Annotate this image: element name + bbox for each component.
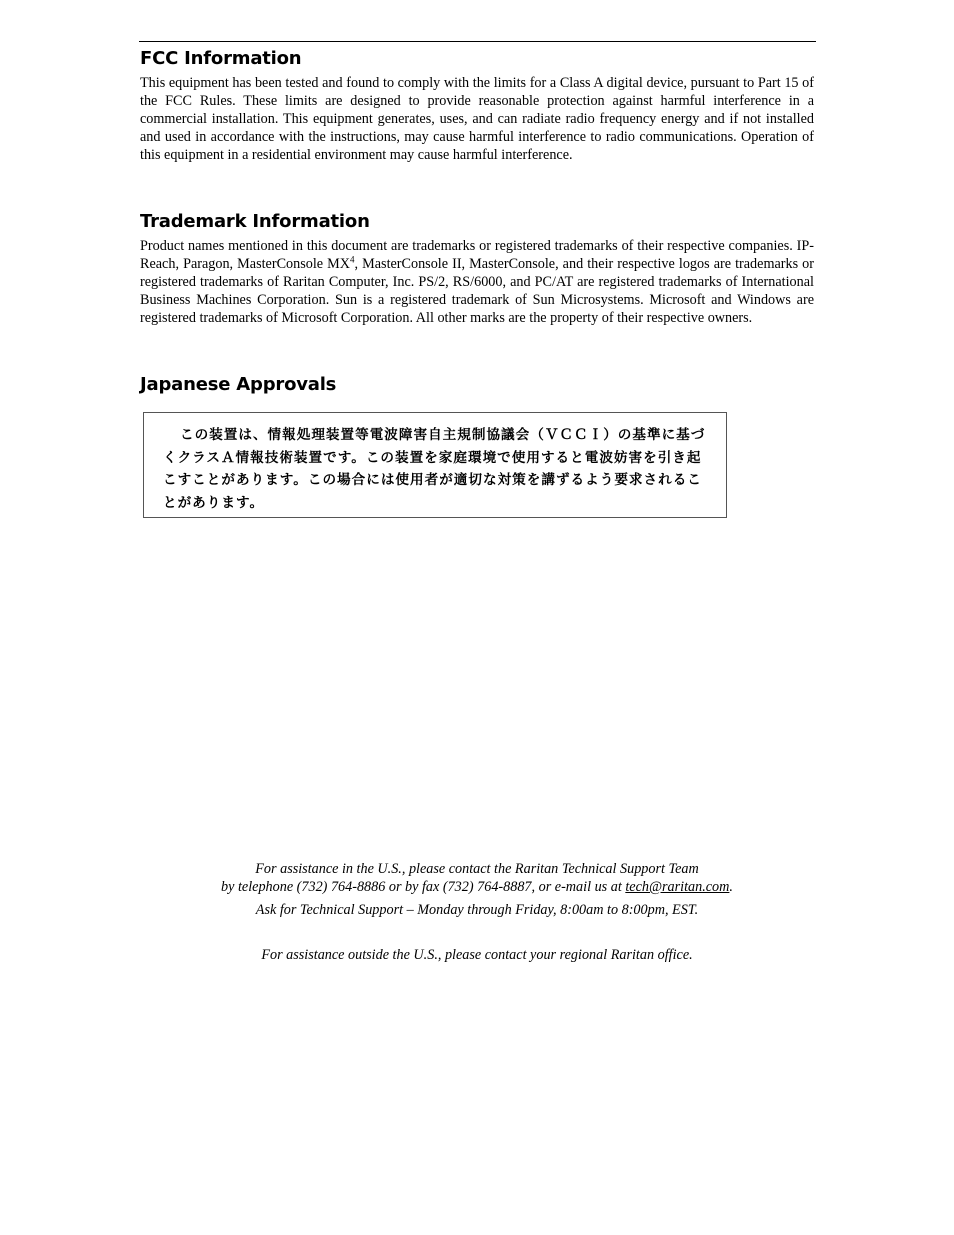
support-line-us: For assistance in the U.S., please contact the Raritan Technical Support Team xyxy=(255,861,699,877)
support-line-hours: Ask for Technical Support – Monday through Friday, 8:00am to 8:00pm, EST. xyxy=(255,902,699,918)
trademark-superscript: 4 xyxy=(350,254,355,265)
japanese-heading: Japanese Approvals xyxy=(140,374,337,395)
support-contact-text: by telephone (732) 764-8886 or by fax (732) 764-8887, or e-mail us at xyxy=(221,879,626,895)
trademark-text-start: Product names mentioned in this document are trademarks or registered trademarks of their respective companies. IP-Reach, Paragon, MasterConsole MX xyxy=(140,238,814,272)
top-rule xyxy=(139,41,816,42)
trademark-paragraph xyxy=(140,237,814,327)
vcci-notice-box xyxy=(143,412,727,518)
support-line-intl: For assistance outside the U.S., please contact your regional Raritan office. xyxy=(261,947,693,963)
fcc-heading: FCC Information xyxy=(140,48,302,69)
support-contact-end: . xyxy=(729,879,733,895)
trademark-text-end: , MasterConsole II, MasterConsole, and their respective logos are trademarks or registered trademarks of Raritan Computer, Inc. PS/2, RS/6000, and PC/AT are registered trademarks of International Business Machines Corporation. Sun is a registered trademark of Sun Microsystems. Microsoft and Windows are registered trademarks of Microsoft Corporation. All other marks are the property of their respective owners. xyxy=(140,256,815,326)
support-block xyxy=(140,860,814,964)
support-line-contact xyxy=(140,878,814,896)
fcc-paragraph: This equipment has been tested and found to comply with the limits for a Class A digital device, pursuant to Part 15 of the FCC Rules. These limits are designed to provide reasonable protection against harmful interference in a commercial installation. This equipment generates, uses, and can radiate radio frequency energy and if not installed and used in accordance with the instructions, may cause harmful interference to radio communications. Operation of this equipment in a residential environment may cause harmful interference. xyxy=(140,75,814,163)
vcci-notice-text: この装置は、情報処理装置等電波障害自主規制協議会（ＶＣＣＩ）の基準に基づくクラスＡ情報技術装置です。この装置を家庭環境で使用すると電波妨害を引き起こすことがあります。この場合には使用者が適切な対策を講ずるよう要求されることがあります。 xyxy=(163,427,706,511)
trademark-heading: Trademark Information xyxy=(140,211,370,232)
support-email-link[interactable]: tech@raritan.com xyxy=(625,879,730,895)
